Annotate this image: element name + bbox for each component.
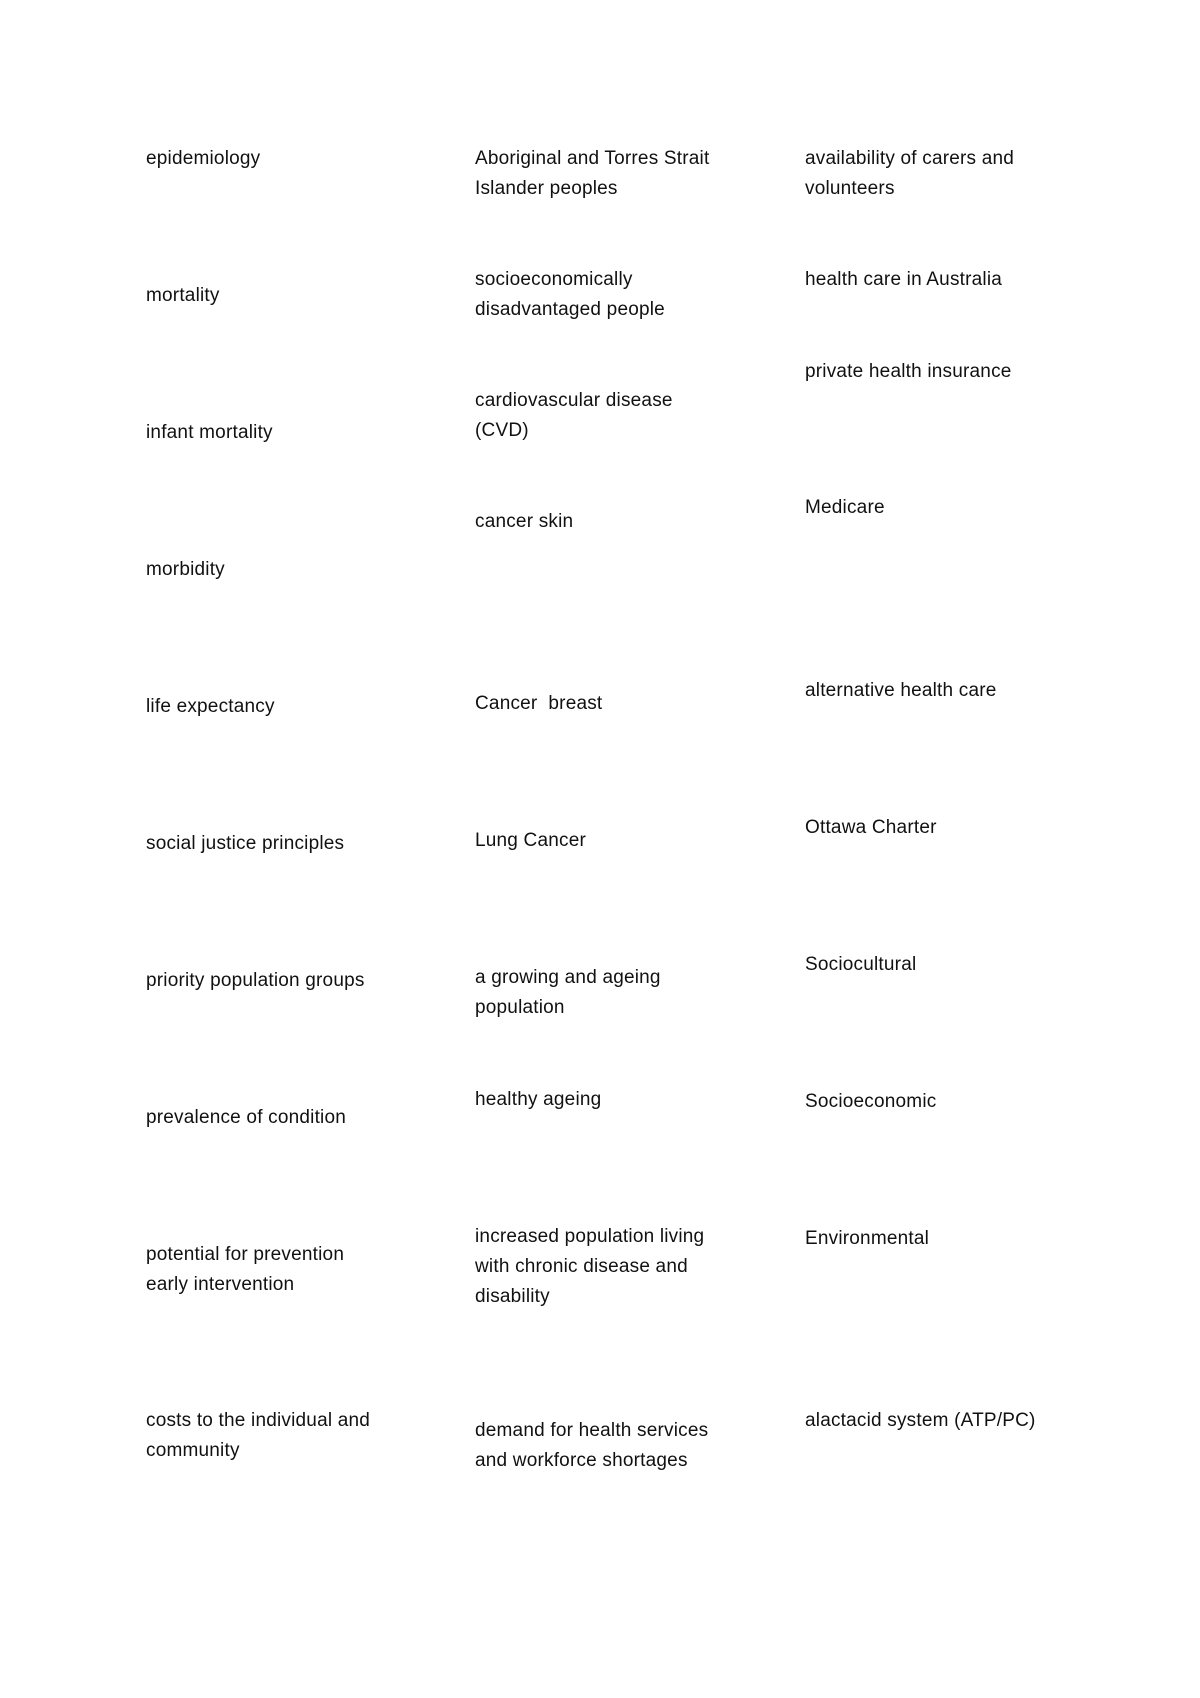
term-healthy-ageing: healthy ageing <box>475 1089 602 1110</box>
term-epidemiology: epidemiology <box>146 148 261 169</box>
term-potential-for-prevention: potential for prevention early intervention <box>146 1244 345 1295</box>
term-alactacid-system: alactacid system (ATP/PC) <box>805 1410 1036 1431</box>
term-growing-ageing-population: a growing and ageing population <box>475 967 661 1018</box>
term-sociocultural: Sociocultural <box>805 954 917 975</box>
term-prevalence-of-condition: prevalence of condition <box>146 1107 347 1128</box>
term-environmental: Environmental <box>805 1228 930 1249</box>
term-priority-population-groups: priority population groups <box>146 970 365 991</box>
term-health-care-australia: health care in Australia <box>805 269 1003 290</box>
term-medicare: Medicare <box>805 497 885 518</box>
term-alternative-health-care: alternative health care <box>805 680 997 701</box>
term-costs-to-individual: costs to the individual and community <box>146 1410 371 1461</box>
term-infant-mortality: infant mortality <box>146 422 273 443</box>
term-private-health-insurance: private health insurance <box>805 361 1012 382</box>
term-social-justice-principles: social justice principles <box>146 833 345 854</box>
term-chronic-disease-disability: increased population living with chronic disease and disability <box>475 1226 705 1307</box>
term-ottawa-charter: Ottawa Charter <box>805 817 937 838</box>
term-socioeconomic: Socioeconomic <box>805 1091 937 1112</box>
term-availability-of-carers: availability of carers and volunteers <box>805 148 1015 199</box>
term-cancer-skin: cancer skin <box>475 511 574 532</box>
term-cardiovascular-disease: cardiovascular disease (CVD) <box>475 390 673 441</box>
term-aboriginal-torres-strait: Aboriginal and Torres Strait Islander peoples <box>475 148 710 199</box>
term-cancer-breast: Cancer breast <box>475 693 603 714</box>
term-socioeconomically-disadvantaged: socioeconomically disadvantaged people <box>475 269 665 320</box>
term-life-expectancy: life expectancy <box>146 696 275 717</box>
term-mortality: mortality <box>146 285 220 306</box>
term-demand-health-services: demand for health services and workforce shortages <box>475 1420 709 1471</box>
term-morbidity: morbidity <box>146 559 225 580</box>
term-lung-cancer: Lung Cancer <box>475 830 586 851</box>
